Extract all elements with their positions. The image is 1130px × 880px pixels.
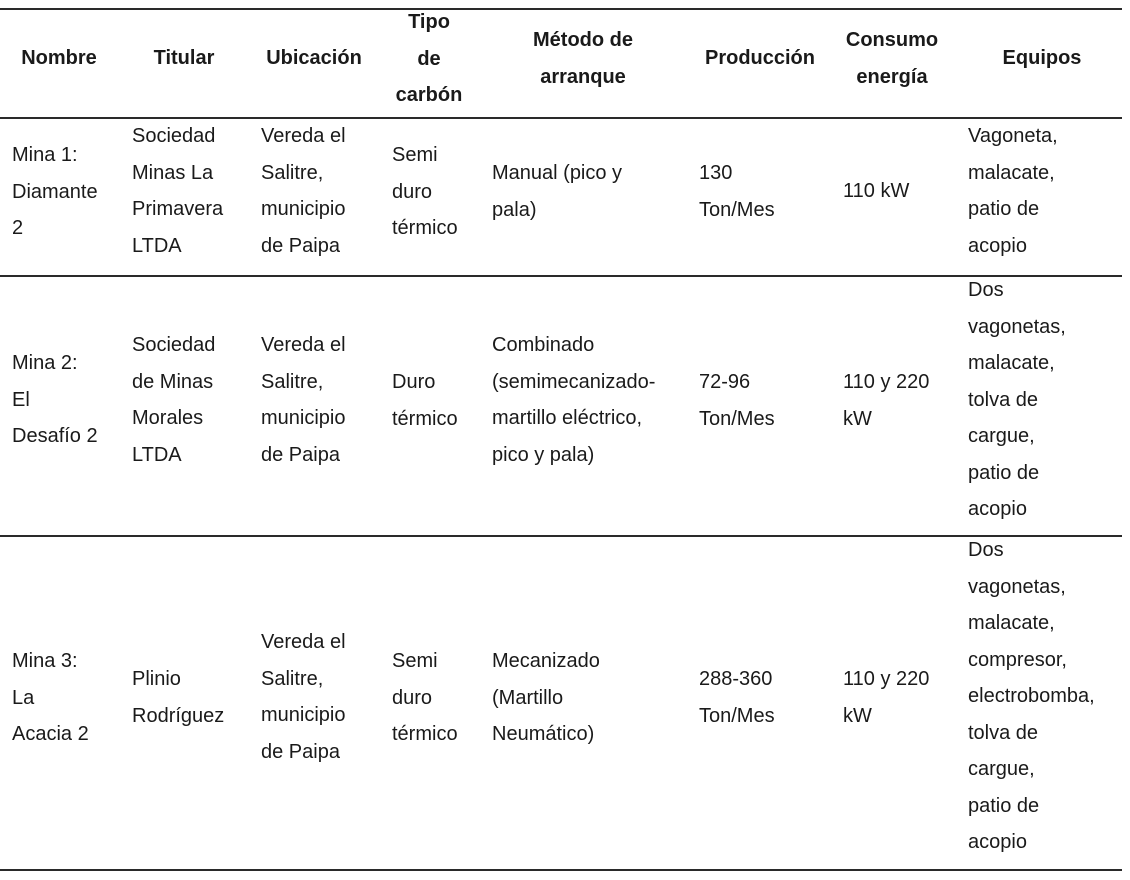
cell-ubicacion: Vereda el Salitre, municipio de Paipa	[261, 125, 346, 257]
header-produccion: Producción	[704, 47, 815, 69]
cell-ubicacion: Vereda el Salitre, municipio de Paipa	[261, 631, 346, 763]
header-nombre: Nombre	[21, 47, 97, 69]
top-rule	[0, 8, 1122, 10]
cell-tipo: Semi duro térmico	[392, 650, 458, 745]
row-divider-1	[0, 275, 1122, 277]
cell-equipos: Vagoneta, malacate, patio de acopio	[968, 125, 1058, 257]
header-ubicacion: Ubicación	[266, 47, 362, 69]
cell-equipos: Dos vagonetas, malacate, tolva de cargue, patio de acopio	[968, 279, 1066, 520]
cell-metodo: Combinado (semimecanizado- martillo eléctrico, pico y pala)	[492, 334, 656, 466]
cell-titular: Sociedad Minas La Primavera LTDA	[132, 125, 224, 257]
cell-nombre: Mina 3: La Acacia 2	[12, 650, 89, 745]
cell-consumo: 110 kW	[843, 180, 910, 202]
cell-metodo: Manual (pico y pala)	[492, 162, 623, 221]
header-consumo: Consumo energía	[845, 29, 939, 88]
cell-produccion: 130 Ton/Mes	[699, 162, 775, 221]
cell-nombre: Mina 1: Diamante 2	[12, 144, 98, 239]
bottom-rule	[0, 869, 1122, 871]
cell-ubicacion: Vereda el Salitre, municipio de Paipa	[261, 334, 346, 466]
header-titular: Titular	[153, 47, 215, 69]
cell-produccion: 72-96 Ton/Mes	[699, 371, 775, 430]
header-tipo: Tipo de carbón	[395, 11, 463, 106]
cell-tipo: Semi duro térmico	[392, 144, 458, 239]
cell-equipos: Dos vagonetas, malacate, compresor, electrobomba, tolva de cargue, patio de acopio	[968, 539, 1095, 853]
cell-metodo: Mecanizado (Martillo Neumático)	[492, 650, 600, 745]
cell-consumo: 110 y 220 kW	[843, 371, 930, 430]
header-metodo: Método de arranque	[533, 29, 633, 88]
cell-nombre: Mina 2: El Desafío 2	[12, 352, 98, 447]
row-divider-2	[0, 535, 1122, 537]
cell-titular: Plinio Rodríguez	[132, 668, 225, 727]
cell-titular: Sociedad de Minas Morales LTDA	[132, 334, 216, 466]
cell-consumo: 110 y 220 kW	[843, 668, 930, 727]
header-equipos: Equipos	[1002, 47, 1082, 69]
cell-produccion: 288-360 Ton/Mes	[699, 668, 775, 727]
cell-tipo: Duro térmico	[392, 371, 458, 430]
